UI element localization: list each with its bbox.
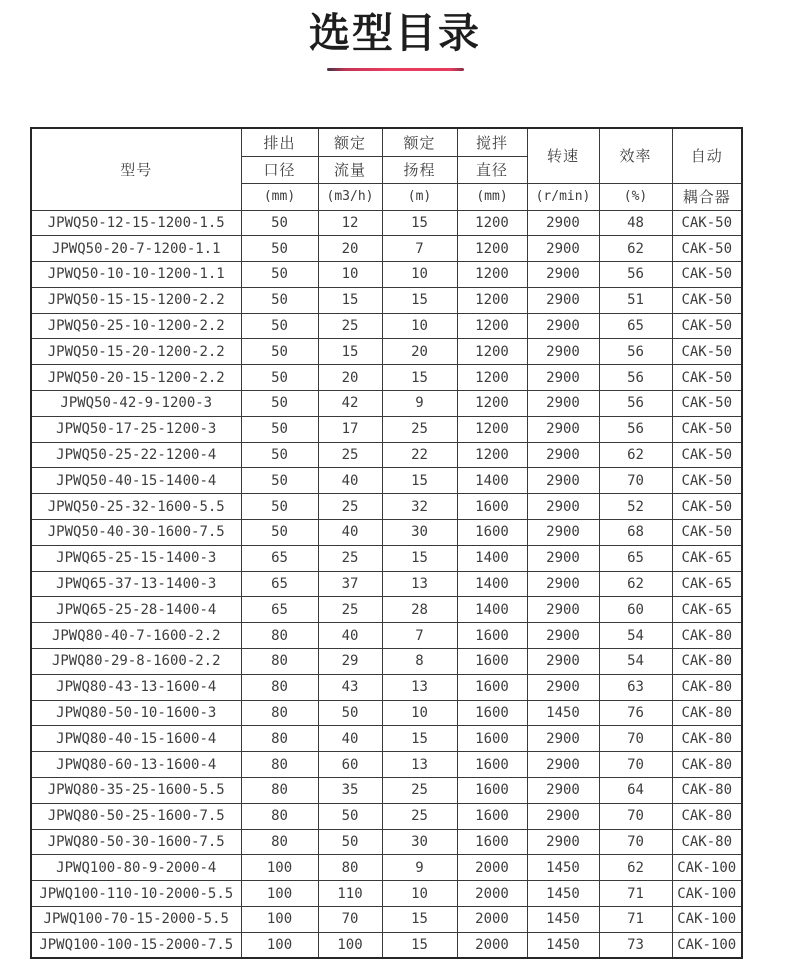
col-header-head-bottom: 扬程 bbox=[382, 156, 457, 183]
cell-rated-head-m: 25 bbox=[382, 416, 457, 442]
cell-efficiency-pct: 56 bbox=[599, 365, 672, 391]
cell-rated-head-m: 7 bbox=[382, 623, 457, 649]
cell-auto-coupler: CAK-50 bbox=[672, 442, 742, 468]
cell-efficiency-pct: 73 bbox=[599, 932, 672, 958]
title-underline-decoration bbox=[327, 68, 464, 71]
table-row bbox=[31, 313, 742, 339]
col-header-speed: 转速 bbox=[527, 128, 599, 183]
cell-speed-rpm: 2900 bbox=[527, 545, 599, 571]
cell-model: JPWQ50-42-9-1200-3 bbox=[31, 391, 241, 417]
cell-model: JPWQ65-25-28-1400-4 bbox=[31, 597, 241, 623]
col-header-outlet-top: 排出 bbox=[241, 128, 318, 156]
cell-mixing-diameter-mm: 1400 bbox=[457, 468, 527, 494]
cell-outlet-diameter-mm: 50 bbox=[241, 416, 318, 442]
cell-rated-head-m: 9 bbox=[382, 391, 457, 417]
cell-speed-rpm: 2900 bbox=[527, 623, 599, 649]
cell-rated-head-m: 30 bbox=[382, 829, 457, 855]
cell-model: JPWQ50-17-25-1200-3 bbox=[31, 416, 241, 442]
cell-efficiency-pct: 70 bbox=[599, 726, 672, 752]
cell-model: JPWQ80-40-7-1600-2.2 bbox=[31, 623, 241, 649]
cell-rated-flow-m3h: 10 bbox=[318, 262, 382, 288]
unit-efficiency-pct: (%) bbox=[599, 183, 672, 210]
cell-mixing-diameter-mm: 1600 bbox=[457, 829, 527, 855]
cell-efficiency-pct: 52 bbox=[599, 494, 672, 520]
cell-auto-coupler: CAK-50 bbox=[672, 416, 742, 442]
cell-mixing-diameter-mm: 1200 bbox=[457, 391, 527, 417]
cell-mixing-diameter-mm: 1600 bbox=[457, 700, 527, 726]
cell-outlet-diameter-mm: 80 bbox=[241, 829, 318, 855]
cell-rated-head-m: 15 bbox=[382, 907, 457, 933]
cell-speed-rpm: 2900 bbox=[527, 365, 599, 391]
cell-rated-head-m: 25 bbox=[382, 778, 457, 804]
cell-efficiency-pct: 70 bbox=[599, 468, 672, 494]
table-row bbox=[31, 778, 742, 804]
cell-rated-head-m: 15 bbox=[382, 287, 457, 313]
header-row-1 bbox=[31, 128, 742, 156]
cell-rated-head-m: 32 bbox=[382, 494, 457, 520]
cell-outlet-diameter-mm: 50 bbox=[241, 520, 318, 546]
cell-speed-rpm: 2900 bbox=[527, 520, 599, 546]
cell-rated-flow-m3h: 100 bbox=[318, 932, 382, 958]
col-header-efficiency: 效率 bbox=[599, 128, 672, 183]
cell-outlet-diameter-mm: 50 bbox=[241, 494, 318, 520]
cell-mixing-diameter-mm: 1200 bbox=[457, 416, 527, 442]
cell-mixing-diameter-mm: 1600 bbox=[457, 752, 527, 778]
cell-auto-coupler: CAK-50 bbox=[672, 287, 742, 313]
table-row bbox=[31, 829, 742, 855]
cell-efficiency-pct: 70 bbox=[599, 752, 672, 778]
unit-mixing-mm: (mm) bbox=[457, 183, 527, 210]
cell-outlet-diameter-mm: 80 bbox=[241, 623, 318, 649]
cell-model: JPWQ80-29-8-1600-2.2 bbox=[31, 649, 241, 675]
cell-rated-head-m: 15 bbox=[382, 726, 457, 752]
cell-rated-flow-m3h: 25 bbox=[318, 442, 382, 468]
cell-auto-coupler: CAK-50 bbox=[672, 391, 742, 417]
cell-outlet-diameter-mm: 50 bbox=[241, 262, 318, 288]
cell-outlet-diameter-mm: 50 bbox=[241, 391, 318, 417]
cell-efficiency-pct: 65 bbox=[599, 545, 672, 571]
col-header-head-top: 额定 bbox=[382, 128, 457, 156]
cell-rated-flow-m3h: 110 bbox=[318, 881, 382, 907]
cell-model: JPWQ50-12-15-1200-1.5 bbox=[31, 210, 241, 236]
cell-auto-coupler: CAK-80 bbox=[672, 700, 742, 726]
unit-head-m: (m) bbox=[382, 183, 457, 210]
cell-auto-coupler: CAK-50 bbox=[672, 313, 742, 339]
cell-rated-flow-m3h: 25 bbox=[318, 494, 382, 520]
cell-model: JPWQ65-25-15-1400-3 bbox=[31, 545, 241, 571]
cell-efficiency-pct: 62 bbox=[599, 236, 672, 262]
cell-efficiency-pct: 56 bbox=[599, 262, 672, 288]
cell-model: JPWQ80-40-15-1600-4 bbox=[31, 726, 241, 752]
unit-speed-rpm: (r/min) bbox=[527, 183, 599, 210]
cell-rated-head-m: 15 bbox=[382, 365, 457, 391]
cell-outlet-diameter-mm: 100 bbox=[241, 932, 318, 958]
table-row bbox=[31, 442, 742, 468]
cell-model: JPWQ80-50-30-1600-7.5 bbox=[31, 829, 241, 855]
cell-efficiency-pct: 64 bbox=[599, 778, 672, 804]
cell-rated-flow-m3h: 40 bbox=[318, 726, 382, 752]
cell-rated-head-m: 15 bbox=[382, 468, 457, 494]
cell-auto-coupler: CAK-50 bbox=[672, 262, 742, 288]
cell-rated-head-m: 25 bbox=[382, 803, 457, 829]
cell-auto-coupler: CAK-50 bbox=[672, 494, 742, 520]
cell-rated-head-m: 30 bbox=[382, 520, 457, 546]
cell-speed-rpm: 2900 bbox=[527, 726, 599, 752]
col-header-mixing-top: 搅拌 bbox=[457, 128, 527, 156]
cell-mixing-diameter-mm: 1200 bbox=[457, 339, 527, 365]
cell-auto-coupler: CAK-100 bbox=[672, 907, 742, 933]
cell-model: JPWQ80-60-13-1600-4 bbox=[31, 752, 241, 778]
cell-efficiency-pct: 54 bbox=[599, 623, 672, 649]
cell-speed-rpm: 2900 bbox=[527, 339, 599, 365]
cell-rated-flow-m3h: 15 bbox=[318, 339, 382, 365]
table-row bbox=[31, 339, 742, 365]
cell-model: JPWQ50-25-32-1600-5.5 bbox=[31, 494, 241, 520]
cell-model: JPWQ50-40-30-1600-7.5 bbox=[31, 520, 241, 546]
cell-auto-coupler: CAK-65 bbox=[672, 571, 742, 597]
cell-rated-head-m: 13 bbox=[382, 571, 457, 597]
cell-outlet-diameter-mm: 80 bbox=[241, 803, 318, 829]
cell-mixing-diameter-mm: 2000 bbox=[457, 907, 527, 933]
cell-speed-rpm: 2900 bbox=[527, 674, 599, 700]
cell-mixing-diameter-mm: 1200 bbox=[457, 313, 527, 339]
cell-rated-head-m: 7 bbox=[382, 236, 457, 262]
table-row bbox=[31, 752, 742, 778]
cell-outlet-diameter-mm: 65 bbox=[241, 571, 318, 597]
table-row bbox=[31, 649, 742, 675]
cell-mixing-diameter-mm: 2000 bbox=[457, 855, 527, 881]
cell-rated-head-m: 8 bbox=[382, 649, 457, 675]
table-row bbox=[31, 494, 742, 520]
cell-rated-head-m: 15 bbox=[382, 932, 457, 958]
cell-mixing-diameter-mm: 1200 bbox=[457, 236, 527, 262]
cell-mixing-diameter-mm: 1600 bbox=[457, 726, 527, 752]
cell-speed-rpm: 2900 bbox=[527, 287, 599, 313]
cell-mixing-diameter-mm: 1600 bbox=[457, 674, 527, 700]
table-row bbox=[31, 365, 742, 391]
cell-rated-flow-m3h: 29 bbox=[318, 649, 382, 675]
cell-rated-flow-m3h: 42 bbox=[318, 391, 382, 417]
cell-rated-flow-m3h: 37 bbox=[318, 571, 382, 597]
cell-model: JPWQ50-10-10-1200-1.1 bbox=[31, 262, 241, 288]
cell-model: JPWQ50-20-7-1200-1.1 bbox=[31, 236, 241, 262]
cell-mixing-diameter-mm: 1200 bbox=[457, 210, 527, 236]
cell-rated-head-m: 22 bbox=[382, 442, 457, 468]
table-row bbox=[31, 855, 742, 881]
cell-mixing-diameter-mm: 1600 bbox=[457, 778, 527, 804]
cell-mixing-diameter-mm: 1400 bbox=[457, 571, 527, 597]
col-header-auto: 自动 bbox=[672, 128, 742, 183]
cell-outlet-diameter-mm: 80 bbox=[241, 674, 318, 700]
cell-outlet-diameter-mm: 50 bbox=[241, 365, 318, 391]
cell-efficiency-pct: 71 bbox=[599, 881, 672, 907]
cell-mixing-diameter-mm: 1400 bbox=[457, 545, 527, 571]
table-row bbox=[31, 416, 742, 442]
cell-mixing-diameter-mm: 2000 bbox=[457, 881, 527, 907]
cell-model: JPWQ80-43-13-1600-4 bbox=[31, 674, 241, 700]
table-row bbox=[31, 210, 742, 236]
cell-outlet-diameter-mm: 80 bbox=[241, 726, 318, 752]
cell-outlet-diameter-mm: 80 bbox=[241, 700, 318, 726]
cell-mixing-diameter-mm: 1200 bbox=[457, 262, 527, 288]
cell-mixing-diameter-mm: 1600 bbox=[457, 803, 527, 829]
cell-speed-rpm: 2900 bbox=[527, 468, 599, 494]
cell-rated-head-m: 15 bbox=[382, 210, 457, 236]
cell-speed-rpm: 2900 bbox=[527, 442, 599, 468]
cell-speed-rpm: 2900 bbox=[527, 778, 599, 804]
cell-model: JPWQ50-20-15-1200-2.2 bbox=[31, 365, 241, 391]
cell-efficiency-pct: 56 bbox=[599, 339, 672, 365]
cell-model: JPWQ50-25-10-1200-2.2 bbox=[31, 313, 241, 339]
page-title: 选型目录 bbox=[309, 10, 481, 56]
cell-auto-coupler: CAK-50 bbox=[672, 365, 742, 391]
cell-efficiency-pct: 56 bbox=[599, 416, 672, 442]
cell-speed-rpm: 2900 bbox=[527, 236, 599, 262]
cell-speed-rpm: 2900 bbox=[527, 313, 599, 339]
col-header-outlet-bottom: 口径 bbox=[241, 156, 318, 183]
table-row bbox=[31, 881, 742, 907]
cell-model: JPWQ80-35-25-1600-5.5 bbox=[31, 778, 241, 804]
table-row bbox=[31, 700, 742, 726]
col-header-flow-bottom: 流量 bbox=[318, 156, 382, 183]
cell-auto-coupler: CAK-50 bbox=[672, 339, 742, 365]
cell-rated-flow-m3h: 40 bbox=[318, 520, 382, 546]
cell-speed-rpm: 2900 bbox=[527, 262, 599, 288]
cell-outlet-diameter-mm: 50 bbox=[241, 313, 318, 339]
cell-outlet-diameter-mm: 50 bbox=[241, 287, 318, 313]
cell-speed-rpm: 2900 bbox=[527, 391, 599, 417]
unit-outlet-mm: (mm) bbox=[241, 183, 318, 210]
cell-efficiency-pct: 56 bbox=[599, 391, 672, 417]
cell-efficiency-pct: 70 bbox=[599, 829, 672, 855]
table-header bbox=[31, 128, 742, 210]
cell-rated-flow-m3h: 25 bbox=[318, 313, 382, 339]
cell-rated-flow-m3h: 40 bbox=[318, 623, 382, 649]
selection-catalog-table bbox=[30, 127, 743, 959]
cell-model: JPWQ80-50-10-1600-3 bbox=[31, 700, 241, 726]
cell-model: JPWQ50-15-20-1200-2.2 bbox=[31, 339, 241, 365]
cell-model: JPWQ100-100-15-2000-7.5 bbox=[31, 932, 241, 958]
cell-model: JPWQ100-80-9-2000-4 bbox=[31, 855, 241, 881]
cell-outlet-diameter-mm: 50 bbox=[241, 339, 318, 365]
cell-rated-flow-m3h: 70 bbox=[318, 907, 382, 933]
cell-speed-rpm: 2900 bbox=[527, 210, 599, 236]
cell-rated-head-m: 10 bbox=[382, 262, 457, 288]
cell-mixing-diameter-mm: 1600 bbox=[457, 623, 527, 649]
cell-rated-flow-m3h: 50 bbox=[318, 829, 382, 855]
cell-efficiency-pct: 60 bbox=[599, 597, 672, 623]
cell-rated-head-m: 15 bbox=[382, 545, 457, 571]
cell-speed-rpm: 2900 bbox=[527, 752, 599, 778]
table-row bbox=[31, 674, 742, 700]
cell-speed-rpm: 1450 bbox=[527, 932, 599, 958]
cell-auto-coupler: CAK-65 bbox=[672, 597, 742, 623]
cell-model: JPWQ50-25-22-1200-4 bbox=[31, 442, 241, 468]
table-row bbox=[31, 932, 742, 958]
cell-outlet-diameter-mm: 100 bbox=[241, 907, 318, 933]
table-row bbox=[31, 907, 742, 933]
table-row bbox=[31, 803, 742, 829]
table-row bbox=[31, 287, 742, 313]
cell-rated-head-m: 20 bbox=[382, 339, 457, 365]
cell-rated-head-m: 28 bbox=[382, 597, 457, 623]
cell-mixing-diameter-mm: 1600 bbox=[457, 520, 527, 546]
table-row bbox=[31, 391, 742, 417]
cell-outlet-diameter-mm: 65 bbox=[241, 545, 318, 571]
cell-model: JPWQ80-50-25-1600-7.5 bbox=[31, 803, 241, 829]
col-header-model: 型号 bbox=[31, 128, 241, 210]
cell-auto-coupler: CAK-80 bbox=[672, 649, 742, 675]
cell-speed-rpm: 2900 bbox=[527, 649, 599, 675]
cell-efficiency-pct: 62 bbox=[599, 571, 672, 597]
cell-rated-flow-m3h: 35 bbox=[318, 778, 382, 804]
cell-auto-coupler: CAK-50 bbox=[672, 236, 742, 262]
cell-mixing-diameter-mm: 1600 bbox=[457, 494, 527, 520]
table-body bbox=[31, 210, 742, 958]
cell-efficiency-pct: 62 bbox=[599, 442, 672, 468]
cell-efficiency-pct: 63 bbox=[599, 674, 672, 700]
cell-speed-rpm: 2900 bbox=[527, 494, 599, 520]
cell-auto-coupler: CAK-80 bbox=[672, 829, 742, 855]
cell-rated-flow-m3h: 50 bbox=[318, 700, 382, 726]
cell-efficiency-pct: 62 bbox=[599, 855, 672, 881]
cell-rated-flow-m3h: 60 bbox=[318, 752, 382, 778]
cell-rated-flow-m3h: 25 bbox=[318, 545, 382, 571]
cell-rated-head-m: 10 bbox=[382, 700, 457, 726]
cell-model: JPWQ100-70-15-2000-5.5 bbox=[31, 907, 241, 933]
cell-mixing-diameter-mm: 1200 bbox=[457, 365, 527, 391]
cell-model: JPWQ65-37-13-1400-3 bbox=[31, 571, 241, 597]
cell-model: JPWQ100-110-10-2000-5.5 bbox=[31, 881, 241, 907]
col-header-mixing-bottom: 直径 bbox=[457, 156, 527, 183]
cell-rated-flow-m3h: 12 bbox=[318, 210, 382, 236]
cell-rated-flow-m3h: 20 bbox=[318, 365, 382, 391]
table-row bbox=[31, 262, 742, 288]
cell-auto-coupler: CAK-80 bbox=[672, 778, 742, 804]
cell-model: JPWQ50-40-15-1400-4 bbox=[31, 468, 241, 494]
table-row bbox=[31, 623, 742, 649]
cell-mixing-diameter-mm: 1200 bbox=[457, 287, 527, 313]
table-row bbox=[31, 545, 742, 571]
col-header-flow-top: 额定 bbox=[318, 128, 382, 156]
cell-rated-flow-m3h: 80 bbox=[318, 855, 382, 881]
cell-auto-coupler: CAK-50 bbox=[672, 468, 742, 494]
cell-auto-coupler: CAK-80 bbox=[672, 752, 742, 778]
cell-auto-coupler: CAK-65 bbox=[672, 545, 742, 571]
cell-efficiency-pct: 70 bbox=[599, 803, 672, 829]
cell-mixing-diameter-mm: 1600 bbox=[457, 649, 527, 675]
cell-mixing-diameter-mm: 2000 bbox=[457, 932, 527, 958]
cell-speed-rpm: 2900 bbox=[527, 597, 599, 623]
cell-rated-flow-m3h: 40 bbox=[318, 468, 382, 494]
cell-rated-head-m: 10 bbox=[382, 881, 457, 907]
cell-efficiency-pct: 54 bbox=[599, 649, 672, 675]
cell-outlet-diameter-mm: 50 bbox=[241, 442, 318, 468]
cell-efficiency-pct: 76 bbox=[599, 700, 672, 726]
cell-auto-coupler: CAK-50 bbox=[672, 210, 742, 236]
cell-auto-coupler: CAK-80 bbox=[672, 623, 742, 649]
cell-auto-coupler: CAK-100 bbox=[672, 855, 742, 881]
cell-outlet-diameter-mm: 100 bbox=[241, 881, 318, 907]
cell-auto-coupler: CAK-100 bbox=[672, 881, 742, 907]
table-row bbox=[31, 597, 742, 623]
cell-rated-flow-m3h: 43 bbox=[318, 674, 382, 700]
cell-speed-rpm: 1450 bbox=[527, 881, 599, 907]
cell-speed-rpm: 2900 bbox=[527, 571, 599, 597]
unit-flow-m3h: (m3/h) bbox=[318, 183, 382, 210]
col-header-coupler: 耦合器 bbox=[672, 183, 742, 210]
cell-rated-head-m: 9 bbox=[382, 855, 457, 881]
cell-rated-flow-m3h: 20 bbox=[318, 236, 382, 262]
cell-rated-head-m: 10 bbox=[382, 313, 457, 339]
cell-auto-coupler: CAK-80 bbox=[672, 803, 742, 829]
cell-efficiency-pct: 65 bbox=[599, 313, 672, 339]
cell-rated-flow-m3h: 25 bbox=[318, 597, 382, 623]
cell-rated-head-m: 13 bbox=[382, 674, 457, 700]
cell-auto-coupler: CAK-80 bbox=[672, 726, 742, 752]
cell-efficiency-pct: 51 bbox=[599, 287, 672, 313]
cell-auto-coupler: CAK-50 bbox=[672, 520, 742, 546]
cell-outlet-diameter-mm: 80 bbox=[241, 752, 318, 778]
cell-auto-coupler: CAK-80 bbox=[672, 674, 742, 700]
table-row bbox=[31, 520, 742, 546]
cell-rated-flow-m3h: 17 bbox=[318, 416, 382, 442]
table-row bbox=[31, 726, 742, 752]
cell-efficiency-pct: 48 bbox=[599, 210, 672, 236]
cell-mixing-diameter-mm: 1400 bbox=[457, 597, 527, 623]
cell-model: JPWQ50-15-15-1200-2.2 bbox=[31, 287, 241, 313]
cell-mixing-diameter-mm: 1200 bbox=[457, 442, 527, 468]
cell-rated-flow-m3h: 50 bbox=[318, 803, 382, 829]
cell-auto-coupler: CAK-100 bbox=[672, 932, 742, 958]
cell-rated-head-m: 13 bbox=[382, 752, 457, 778]
cell-speed-rpm: 2900 bbox=[527, 416, 599, 442]
cell-efficiency-pct: 71 bbox=[599, 907, 672, 933]
cell-rated-flow-m3h: 15 bbox=[318, 287, 382, 313]
cell-outlet-diameter-mm: 80 bbox=[241, 649, 318, 675]
cell-speed-rpm: 1450 bbox=[527, 855, 599, 881]
cell-outlet-diameter-mm: 100 bbox=[241, 855, 318, 881]
table-row bbox=[31, 468, 742, 494]
cell-outlet-diameter-mm: 65 bbox=[241, 597, 318, 623]
cell-outlet-diameter-mm: 50 bbox=[241, 468, 318, 494]
table-row bbox=[31, 571, 742, 597]
table-row bbox=[31, 236, 742, 262]
cell-efficiency-pct: 68 bbox=[599, 520, 672, 546]
cell-outlet-diameter-mm: 80 bbox=[241, 778, 318, 804]
cell-speed-rpm: 1450 bbox=[527, 907, 599, 933]
cell-speed-rpm: 2900 bbox=[527, 829, 599, 855]
cell-outlet-diameter-mm: 50 bbox=[241, 210, 318, 236]
cell-speed-rpm: 2900 bbox=[527, 803, 599, 829]
cell-speed-rpm: 1450 bbox=[527, 700, 599, 726]
cell-outlet-diameter-mm: 50 bbox=[241, 236, 318, 262]
